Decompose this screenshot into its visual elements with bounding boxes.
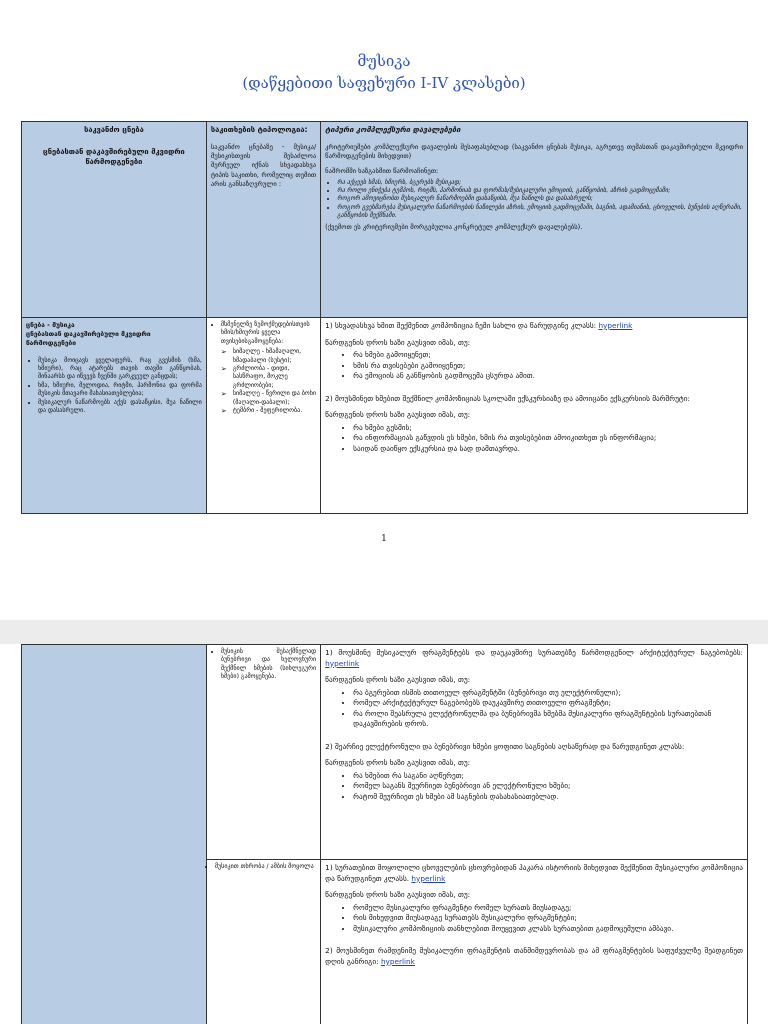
typology-text: საკვანძო ცნებაზე - მუსიკა/მუსიკისთვის შესაძლოა შერჩეულ იქნას სხვადასხვა ტიპის საკითხი, რომელიც თემით არის განსაზღვრული : bbox=[210, 143, 317, 188]
list-item: • რომელ არქიტექტურულ ნაგებობებს დაუკავშირე თითოეული ფრაგმენტი; bbox=[353, 698, 743, 709]
task-2-list bbox=[325, 423, 743, 455]
page-separator bbox=[0, 620, 768, 644]
cell-concept-continued bbox=[22, 645, 207, 1024]
typology-heading: საკითხების ტიპოლოგია: bbox=[210, 125, 308, 134]
criteria-list bbox=[325, 179, 743, 221]
task-1-list bbox=[325, 350, 743, 382]
task-1-description: 1) სურათებით მოყოლილი ცხოველების ცხოვრებიდან ჰაკარა ისტორიის მიხედვით შექმენით მუსიკალური კომპოზიცია და წარუდგინეთ კლასს. bbox=[325, 863, 743, 883]
task-2-hyperlink[interactable]: hyperlink bbox=[380, 956, 415, 966]
concept-ideas-list bbox=[26, 357, 202, 416]
list-item: • რის მიხედვით მიუსადაგე სურათებს მუსიკალური ფრაგმენტები; bbox=[353, 913, 743, 924]
list-item: • რა ხმებით რა საგანი აღწერეთ; bbox=[353, 771, 743, 782]
task-2-text: 2) მოუსმინეთ ხმებით შექმნილ კომპოზიციას სკოლაში ექსკურსიაზე და ამოიცანი ექსკურსიის მარშრუტი: bbox=[325, 393, 690, 403]
list-item: • რა როლი შეასრულა ელექტრონულმა და ბუნებრივმა ხმებმა მუსიკალური ფრაგმენტების სურათებთან დაკავშირების დროს. bbox=[353, 709, 743, 730]
header-cell-typology bbox=[206, 122, 320, 318]
task-1-prompt: წარდგენის დროს ხაზი გაუსვით იმას, თუ: bbox=[325, 675, 471, 684]
table-header-row bbox=[22, 122, 748, 318]
cell-tasks-music bbox=[321, 318, 748, 514]
list-item: ➢ სიმალღე - წვრილი და ბოხი (მაღალი-დაბალი); bbox=[221, 390, 316, 407]
list-item: • მსმენელზე ზემოქმედებისთვის ხმის/ხმიურის ყველა თვისებისგამოყენება: bbox=[221, 321, 316, 346]
list-item: • რა ბგერებით ისმის თითოეულ ფრაგმენტში (ბუნებრივი თუ ელექტრონული); bbox=[353, 688, 743, 699]
task-1-prompt: წარდგენის დროს ხაზი გაუსვით იმას, თუ: bbox=[325, 890, 471, 899]
curriculum-table-page-2 bbox=[21, 644, 748, 1024]
list-item: • რა როლი ენიჭება ტემპოს, რიტმს, ჰარმონიას და ფორმას/მუსიკალური ემოციის, განწყობის, აზრის გადმოცემაში; bbox=[337, 187, 743, 195]
list-item: • რა ხმები გამოიყენეთ; bbox=[353, 350, 743, 361]
cell-typology-sound-properties bbox=[206, 318, 320, 514]
task-1-list bbox=[325, 903, 743, 935]
list-item: • რა ხმები გესმის; bbox=[353, 423, 743, 434]
task-1-text bbox=[325, 863, 743, 884]
document-title bbox=[0, 50, 768, 94]
cell-tasks-sound-sources bbox=[321, 645, 748, 860]
list-item: • ხმა, ხმიური, მელოდია, რიტმი, ჰარმონია და ფორმა მუსიკის მთავარი მახასიათებლებია; bbox=[38, 382, 202, 399]
header-cell-tasks bbox=[321, 122, 748, 318]
task-1-hyperlink[interactable]: hyperlink bbox=[411, 873, 446, 883]
list-item: • რატომ შეურჩიეთ ეს ხმები ამ საგნების დასახასიათებლად. bbox=[353, 792, 743, 803]
task-1-hyperlink[interactable]: hyperlink bbox=[325, 658, 360, 668]
task-1-hyperlink[interactable]: hyperlink bbox=[598, 321, 633, 330]
list-item: ➢ ტემბრი - შეფერილობა. bbox=[221, 407, 316, 415]
tasks-heading: ტიპური კომპლექსური დავალებები bbox=[325, 125, 461, 134]
list-item: • როგორ გვეხმარება მუსიკალური ნაწარმოების ნაწილები აზრის, ემოციის გადმოცემაში, საგნის, ადამიანის, ცხოველის, ბუნების აღწერაში, განწყობის შექმნაში. bbox=[337, 204, 743, 221]
concept-heading: საკვანძო ცნება bbox=[84, 125, 144, 134]
list-item: • მუსიკალური კომპოზიციის თანხლებით მოუყევით კლასს სურათებით გადმოცემული ამბავი. bbox=[353, 924, 743, 935]
typology-list bbox=[211, 321, 316, 346]
list-item: • მუსიკის შესაქმნელად ბუნებრივი და ხელოვნური შექმნილ ხმების (სიხლეგური ხმები) გამოყენება. bbox=[221, 648, 316, 682]
concept-ideas-heading: ცნებასთან დაკავშირებული მკვიდრი წარმოდგენები bbox=[26, 330, 151, 348]
table-row-sound-sources bbox=[22, 645, 748, 860]
list-item: ➢ სიმაღლე - ხმამაღალი, ხმადაბალი (სუსტი); bbox=[221, 348, 316, 365]
list-item: • მუსიკა მოიცავს ყველაფერს, რაც გვესმის (ხმა, ხმიური), რაც ატარებს თავის თავში განწყობას, შინაარსს და იწვევს ჩვენში გარკვეულ განცდას; bbox=[38, 357, 202, 382]
page-number: 1 bbox=[381, 534, 387, 544]
task-2-list bbox=[325, 771, 743, 803]
page-2 bbox=[0, 644, 768, 1024]
concept-name: ცნება - მუსიკა bbox=[26, 321, 75, 329]
list-item: • რომელ საგანს შეურჩიეთ ბუნებრივი ან ელექტრონული ხმები; bbox=[353, 781, 743, 792]
curriculum-table-page-1 bbox=[21, 121, 748, 514]
cell-tasks-storytelling bbox=[321, 860, 748, 1024]
task-1-description: 1) მოუსმინე მუსიკალურ ფრაგმენტებს და დაუკავშირე სურათებზე წარმოდგენილ არქიტექტურულ ნაგებობებს: bbox=[325, 648, 743, 657]
task-2-text: 2) შეარჩიე ელექტრონული და ბუნებრივი ხმები ყოფითი საგნების აღსაწერად და წარუდგინეთ კლასს: bbox=[325, 741, 685, 751]
criteria-intro: კრიტერიუმები კომპლექსური დავალების შესაფასებლად (საკვანძო ცნებას მუსიკა, აგრეთვე თემასთან დაკავშირებული მკვიდრი წარმოდგენების მიხედვით) bbox=[325, 143, 743, 161]
cell-concept-music bbox=[22, 318, 207, 514]
list-item: • რა ინფორმაციას გაწვდის ეს ხმები, ხმის რა თვისებებით ამოიკითხეთ ეს ინფორმაცია; bbox=[353, 433, 743, 444]
list-item: • რა ემოციის ან განწყობის გადმოცემა ცსურდა ამით. bbox=[353, 371, 743, 382]
list-item: • როგორ ამოვიცნობთ მუსიკალურ ნაწარმოებში დასაწყისს, შუა ნაწილს და დასასრულს; bbox=[337, 195, 743, 203]
title-line-2: (დაწყებითი საფეხური I-IV კლასები) bbox=[242, 74, 526, 92]
header-cell-concept bbox=[22, 122, 207, 318]
task-2-prompt: წარდგენის დროს ხაზი გაუსვით იმას, თუ: bbox=[325, 410, 471, 419]
typology-list bbox=[211, 648, 316, 682]
table-row-music-concept bbox=[22, 318, 748, 514]
typology-list bbox=[211, 863, 316, 871]
concept-subheading: ცნებასთან დაკავშირებული მკვიდრი წარმოდგენები bbox=[43, 147, 185, 166]
list-item: • ხმის რა თვისებები გამოიყენეთ; bbox=[353, 361, 743, 372]
task-1-text bbox=[325, 321, 743, 332]
list-item: ➢ გრძლიობა - დიდი, სასწრაფო, მოკლე გრძლიობები; bbox=[221, 365, 316, 390]
list-item: • მუსიკით თხრობა / ამბის მოყოლა bbox=[215, 863, 316, 871]
criteria-subheading: ნაშრომში ხაზგასმით წარმოაჩინეთ: bbox=[325, 167, 439, 176]
task-1-list bbox=[325, 688, 743, 730]
title-line-1: მუსიკა bbox=[357, 52, 411, 70]
list-item: • რა აქცევს ხმას, ხმიურს, ბგერებს მუსიკად; bbox=[337, 179, 743, 187]
task-2-description: 2) მოუსმინეთ რამდენიმე მუსიკალური ფრაგმენტის თანმიმდევრობას და ამ ფრაგმენტების საფუძველზე შეადგინეთ დღის განრიგი: bbox=[325, 946, 743, 966]
cell-typology-storytelling bbox=[206, 860, 320, 1024]
list-item: • მუსიკალურ ნაწარმოებს აქვს დასაწყისი, შუა ნაწილი და დასასრული. bbox=[38, 399, 202, 416]
task-2-text bbox=[325, 946, 743, 967]
task-1-text bbox=[325, 648, 743, 669]
task-1-description: 1) სხვადასხვა ხმით შექმენით კომპოზიცია ჩემი სახლი და წარუდგინე კლასს: bbox=[325, 321, 597, 330]
task-2-prompt: წარდგენის დროს ხაზი გაუსვით იმას, თუ: bbox=[325, 758, 471, 767]
list-item: • საიდან დაიწყო ექსკურსია და სად დამთავრდა. bbox=[353, 444, 743, 455]
task-1-prompt: წარდგენის დროს ხაზი გაუსვით იმას, თუ: bbox=[325, 337, 471, 347]
list-item: • რომელი მუსიკალური ფრაგმენტი რომელ სურათს მიუსადაგე; bbox=[353, 903, 743, 914]
cell-typology-natural-electronic bbox=[206, 645, 320, 860]
criteria-note: (ქვემოთ ეს კრიტერიუმები მორგებულია კონკრეტულ კომპლექსურ დავალებებს). bbox=[325, 222, 583, 231]
sound-properties-list bbox=[211, 348, 316, 415]
